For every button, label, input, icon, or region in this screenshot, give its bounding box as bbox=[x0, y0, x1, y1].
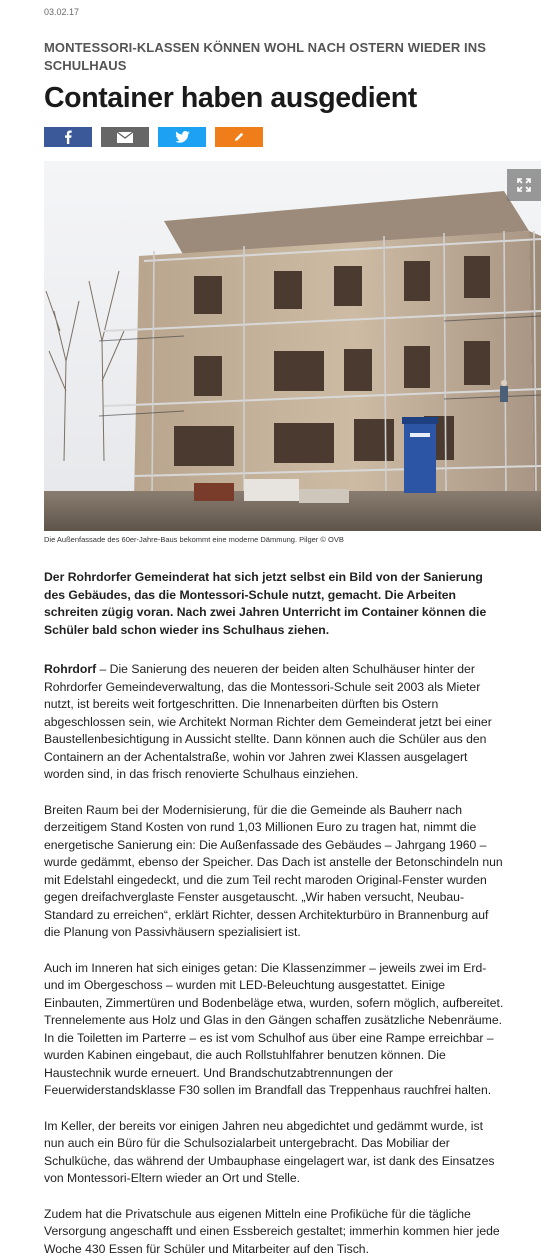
article-paragraph-1 bbox=[44, 661, 506, 784]
article-paragraph-5: Zudem hat die Privatschule aus eigenen Mitteln eine Profiküche für die tägliche Versorgung angeschafft und einen Essbereich gestaltet; immerhin kommen hier jede Woche 430 Essen für Schüler und Mitarbeiter auf den Tisch. bbox=[44, 1206, 506, 1258]
facebook-share-button[interactable] bbox=[44, 127, 92, 147]
article-paragraph-2: Breiten Raum bei der Modernisierung, für die die Gemeinde als Bauherr nach derzeitigem Stand Kosten von rund 1,03 Millionen Euro zu tragen hat, nimmt die energetische Sanierung ein: Die Außenfassade des Gebäudes – Jahrgang 1960 – wurde gedämmt, ebenso der Speicher. Das Dach ist anstelle der Betonschindeln nun mit Edelstahl eingedeckt, und die zum Teil recht maroden Original-Fenster wurden gegen dreifachverglaste Fenster ausgetauscht. „Wir haben versucht, Neubau-Standard zu erreichen“, erklärt Richter, dessen Architekturbüro in Brannenburg auf die Planung von Passivhäusern spezialisiert ist. bbox=[44, 802, 506, 942]
article-lead: Der Rohrdorfer Gemeinderat hat sich jetzt selbst ein Bild von der Sanierung des Gebäudes, das die Montessori-Schule nutzt, gemacht. Die Arbeiten schreiten zügig voran. Nach zwei Jahren Unterricht im Container können die Schüler bald schon wieder ins Schulhaus ziehen. bbox=[44, 569, 506, 639]
article-photo[interactable] bbox=[44, 161, 541, 531]
article-headline: Container haben ausgedient bbox=[44, 82, 506, 114]
article-kicker: MONTESSORI-KLASSEN KÖNNEN WOHL NACH OSTERN WIEDER INS SCHULHAUS bbox=[44, 39, 506, 75]
article-date: 03.02.17 bbox=[44, 0, 506, 21]
mail-icon bbox=[117, 132, 133, 143]
photo-caption: Die Außenfassade des 60er-Jahre-Baus bekommt eine moderne Dämmung. Pilger © OVB bbox=[44, 535, 506, 547]
expand-photo-button[interactable] bbox=[507, 169, 541, 201]
article-paragraph-3: Auch im Inneren hat sich einiges getan: Die Klassenzimmer – jeweils zwei im Erd- und im Obergeschoss – wurden mit LED-Beleuchtung ausgestattet. Einige Einbauten, Zimmertüren und Bodenbeläge etwa, wurden, sofern möglich, aufbereitet. Trennelemente aus Holz und Glas in den Gängen schaffen zusätzliche Nebenräume. In die Toiletten im Parterre – es ist vom Schulhof aus über eine Rampe erreichbar – wurden Kabinen eingebaut, die auch Rollstuhlfahrer benutzen können. Die Haustechnik wurde erneuert. Und Brandschutzabtrennungen der Feuerwiderstandsklasse F30 sollen im Brandfall das Treppenhaus rauchfrei halten. bbox=[44, 960, 506, 1100]
twitter-share-button[interactable] bbox=[158, 127, 206, 147]
pencil-icon bbox=[233, 131, 245, 143]
building-scaffolding-photo bbox=[44, 161, 541, 531]
article-paragraph-4: Im Keller, der bereits vor einigen Jahren neu abgedichtet und gedämmt wurde, ist nun auch ein Büro für die Schulsozialarbeit untergebracht. Das Mobiliar der Schulküche, das während der Umbauphase eingelagert war, ist dank des Einsatzes von Montessori-Eltern wieder an Ort und Stelle. bbox=[44, 1118, 506, 1188]
dateline: Rohrdorf bbox=[44, 662, 96, 676]
mail-share-button[interactable] bbox=[101, 127, 149, 147]
paragraph-text: – Die Sanierung des neueren der beiden alten Schulhäuser hinter der Rohrdorfer Gemeindeverwaltung, das die Montessori-Schule seit 2003 als Mieter nutzt, ist bereits weit fortgeschritten. Die Innenarbeiten dürften bis Ostern abgeschlossen sein, wie Architekt Norman Richter dem Gemeinderat jetzt bei einer Baustellenbesichtigung in Aussicht stellte. Dann können auch die Schüler aus den Containern an der Achentalstraße, wohin vor Jahren zwei Klassen ausgelagert worden sind, in das frisch renovierte Schulhaus einziehen. bbox=[44, 662, 492, 781]
expand-icon bbox=[517, 178, 531, 192]
facebook-icon bbox=[63, 130, 73, 144]
comment-share-button[interactable] bbox=[215, 127, 263, 147]
twitter-icon bbox=[175, 131, 190, 143]
share-bar bbox=[44, 127, 506, 147]
